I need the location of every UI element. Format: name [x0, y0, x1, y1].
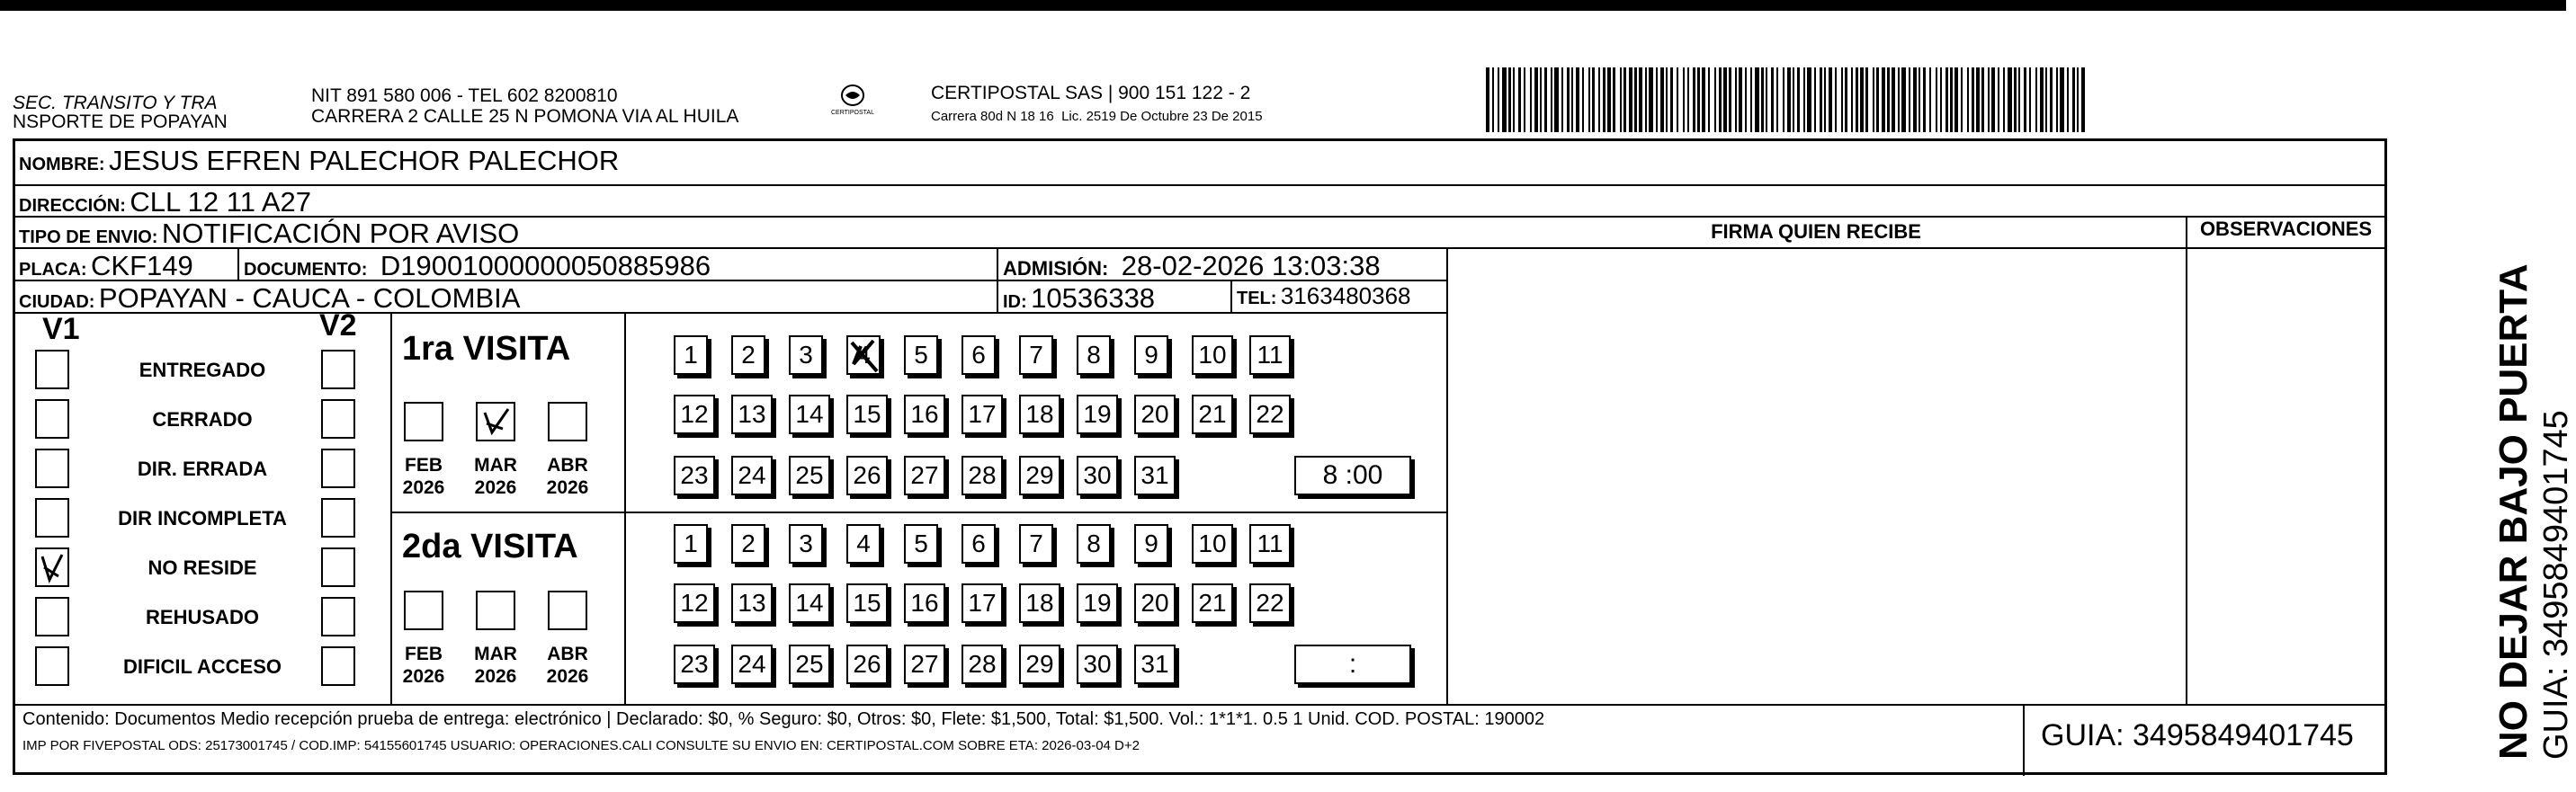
second-visit-day[interactable]: 14 [789, 583, 830, 623]
status-label: CERRADO [152, 408, 253, 431]
second-visit-day[interactable]: 16 [904, 583, 945, 623]
v1-checkbox[interactable] [35, 350, 69, 389]
certipostal-logo [826, 81, 880, 124]
first-visit-day[interactable]: 17 [962, 395, 1003, 434]
tel-label: TEL: [1237, 289, 1277, 308]
nit-line: NIT 891 580 006 - TEL 602 8200810 [311, 85, 618, 106]
second-visit-day[interactable]: 18 [1019, 583, 1060, 623]
observaciones-header: OBSERVACIONES [2199, 218, 2373, 240]
no-dejar-warning: NO DEJAR BAJO PUERTA [2491, 263, 2536, 760]
second-visit-day[interactable]: 28 [962, 645, 1003, 684]
first-visit-day[interactable]: 31 [1134, 456, 1176, 495]
logo-text: CERTIPOSTAL [831, 110, 874, 116]
month-checkbox[interactable] [476, 591, 515, 630]
second-visit-day[interactable]: 27 [904, 645, 945, 684]
second-visit-day[interactable]: 7 [1019, 524, 1053, 564]
status-label: DIR. ERRADA [137, 458, 268, 480]
second-visit-day[interactable]: 23 [674, 645, 715, 684]
first-visit-day[interactable]: 24 [731, 456, 773, 495]
v2-header: V2 [319, 308, 357, 343]
placa-label: PLACA: [19, 260, 87, 280]
second-visit-day[interactable]: 17 [962, 583, 1003, 623]
first-visit-day[interactable]: 12 [674, 395, 715, 434]
v2-checkbox[interactable] [321, 646, 355, 686]
month-label: FEB 2026 [402, 455, 445, 498]
first-visit-day[interactable]: 2 [731, 335, 765, 375]
direccion-label: DIRECCIÓN: [19, 196, 126, 216]
v1-header: V1 [42, 312, 80, 346]
address-line: CARRERA 2 CALLE 25 N POMONA VIA AL HUILA [311, 106, 739, 127]
tel-row [1237, 282, 1411, 310]
second-visit-day[interactable]: 15 [846, 583, 888, 623]
first-visit-day[interactable]: 1 [674, 335, 708, 375]
second-visit-time[interactable]: : [1294, 645, 1411, 684]
v1-checkbox[interactable] [35, 449, 69, 488]
contenido-text: Contenido: Documentos Medio recepción prueba de entrega: electrónico | Declarado: $0, % Seguro: $0, Otros: $0, Flete: $1,500, Total: $1,500. Vol.: 1*1*1. 0.5 1 Unid. COD. POSTAL: 190002 [22, 709, 1545, 729]
v1-checkbox[interactable] [35, 547, 69, 587]
imp-text: IMP POR FIVEPOSTAL ODS: 25173001745 / COD.IMP: 54155601745 USUARIO: OPERACIONES.CALI CONSULTE SU ENVIO EN: CERTIPOSTAL.COM SOBRE ETA: 2026-03-04 D+2 [22, 738, 1140, 753]
firma-header: FIRMA QUIEN RECIBE [1711, 220, 1921, 243]
second-visit-day[interactable]: 30 [1077, 645, 1118, 684]
v2-checkbox[interactable] [321, 498, 355, 538]
id-value: 10536338 [1031, 282, 1156, 314]
top-edge-band [0, 0, 2566, 11]
status-label: REHUSADO [146, 606, 259, 628]
ciudad-row [19, 282, 520, 315]
status-label: DIFICIL ACCESO [122, 655, 282, 678]
first-visit-day[interactable]: 14 [789, 395, 830, 434]
month-checkbox[interactable] [548, 402, 587, 441]
first-visit-day[interactable]: 7 [1019, 335, 1053, 375]
side-guia: GUIA: 3495849401745 [2537, 410, 2575, 760]
first-visit-title: 1ra VISITA [402, 330, 571, 368]
first-visit-day[interactable]: 6 [962, 335, 996, 375]
tipo-label: TIPO DE ENVIO: [19, 227, 158, 247]
month-label: MAR 2026 [474, 455, 517, 498]
month-checkbox[interactable] [404, 591, 443, 630]
first-visit-day[interactable]: 10 [1192, 335, 1233, 375]
v1-checkbox[interactable] [35, 498, 69, 538]
second-visit-day[interactable]: 5 [904, 524, 938, 564]
first-visit-day[interactable]: 21 [1192, 395, 1233, 434]
second-visit-day[interactable]: 26 [846, 645, 888, 684]
second-visit-day[interactable]: 31 [1134, 645, 1176, 684]
second-visit-day[interactable]: 19 [1077, 583, 1118, 623]
first-visit-day[interactable]: 13 [731, 395, 773, 434]
barcode [1486, 67, 2089, 132]
direccion-row [19, 186, 311, 218]
documento-row [244, 250, 711, 282]
status-label: ENTREGADO [139, 359, 266, 381]
first-visit-day[interactable]: 8 [1077, 335, 1111, 375]
first-visit-day[interactable]: 23 [674, 456, 715, 495]
first-visit-day[interactable]: 28 [962, 456, 1003, 495]
second-visit-day[interactable]: 12 [674, 583, 715, 623]
first-visit-day[interactable]: 9 [1134, 335, 1168, 375]
v2-checkbox[interactable] [321, 399, 355, 439]
admision-row [1003, 250, 1381, 282]
month-checkbox[interactable] [476, 402, 515, 441]
nombre-label: NOMBRE: [19, 155, 105, 174]
direccion-value: CLL 12 11 A27 [130, 186, 312, 218]
first-visit-day[interactable]: 29 [1019, 456, 1060, 495]
month-checkbox[interactable] [548, 591, 587, 630]
second-visit-day[interactable]: 10 [1192, 524, 1233, 564]
month-label: MAR 2026 [474, 644, 517, 687]
first-visit-day[interactable]: 5 [904, 335, 938, 375]
first-visit-day[interactable]: 22 [1249, 395, 1291, 434]
second-visit-day[interactable]: 6 [962, 524, 996, 564]
side-label [2491, 263, 2576, 760]
second-visit-day[interactable]: 20 [1134, 583, 1176, 623]
v2-checkbox[interactable] [321, 350, 355, 389]
v1-checkbox[interactable] [35, 646, 69, 686]
id-label: ID: [1003, 292, 1027, 312]
second-visit-day[interactable]: 9 [1134, 524, 1168, 564]
tipo-row [19, 218, 519, 250]
first-visit-day[interactable]: 16 [904, 395, 945, 434]
second-visit-day[interactable]: 22 [1249, 583, 1291, 623]
first-visit-day[interactable]: 4 [846, 335, 881, 375]
ciudad-label: CIUDAD: [19, 292, 95, 312]
id-row [1003, 282, 1155, 315]
second-visit-day[interactable]: 13 [731, 583, 773, 623]
second-visit-day[interactable]: 24 [731, 645, 773, 684]
second-visit-day[interactable]: 2 [731, 524, 765, 564]
month-label: FEB 2026 [402, 644, 445, 687]
v2-checkbox[interactable] [321, 547, 355, 587]
placa-value: CKF149 [91, 250, 193, 281]
first-visit-day[interactable]: 19 [1077, 395, 1118, 434]
documento-value: D19001000000050885986 [380, 250, 711, 281]
first-visit-day[interactable]: 3 [789, 335, 823, 375]
nombre-row [19, 145, 619, 177]
agency-name-line1: SEC. TRANSITO Y TRA [13, 93, 218, 113]
nombre-value: JESUS EFREN PALECHOR PALECHOR [109, 145, 620, 176]
delivery-form [13, 138, 2387, 775]
second-visit-day[interactable]: 4 [846, 524, 881, 564]
v1-checkbox[interactable] [35, 597, 69, 636]
documento-label: DOCUMENTO: [244, 260, 368, 280]
status-label: DIR INCOMPLETA [118, 507, 287, 529]
first-visit-day[interactable]: 25 [789, 456, 830, 495]
tipo-value: NOTIFICACIÓN POR AVISO [161, 218, 520, 249]
month-label: ABR 2026 [546, 644, 589, 687]
v1-checkbox[interactable] [35, 399, 69, 439]
second-visit-day[interactable]: 21 [1192, 583, 1233, 623]
first-visit-day[interactable]: 11 [1249, 335, 1291, 375]
admision-label: ADMISIÓN: [1003, 257, 1109, 280]
month-checkbox[interactable] [404, 402, 443, 441]
tel-value: 3163480368 [1280, 282, 1411, 309]
first-visit-day[interactable]: 20 [1134, 395, 1176, 434]
v2-checkbox[interactable] [321, 597, 355, 636]
agency-name-line2: NSPORTE DE POPAYAN [13, 111, 228, 132]
second-visit-day[interactable]: 1 [674, 524, 708, 564]
v2-checkbox[interactable] [321, 449, 355, 488]
guia-number: GUIA: 3495849401745 [2041, 718, 2354, 752]
second-visit-title: 2da VISITA [402, 528, 578, 565]
second-visit-day[interactable]: 11 [1249, 524, 1291, 564]
courier-line: CERTIPOSTAL SAS | 900 151 122 - 2 [931, 83, 1251, 103]
first-visit-day[interactable]: 26 [846, 456, 888, 495]
first-visit-day[interactable]: 18 [1019, 395, 1060, 434]
first-visit-day[interactable]: 27 [904, 456, 945, 495]
month-label: ABR 2026 [546, 455, 589, 498]
placa-row [19, 250, 193, 282]
second-visit-day[interactable]: 3 [789, 524, 823, 564]
first-visit-day[interactable]: 15 [846, 395, 888, 434]
second-visit-day[interactable]: 8 [1077, 524, 1111, 564]
ciudad-value: POPAYAN - CAUCA - COLOMBIA [98, 282, 521, 314]
second-visit-day[interactable]: 29 [1019, 645, 1060, 684]
second-visit-day[interactable]: 25 [789, 645, 830, 684]
first-visit-time[interactable]: 8 :00 [1294, 456, 1411, 495]
courier-license: Carrera 80d N 18 16 Lic. 2519 De Octubre 23 De 2015 [931, 109, 1263, 124]
first-visit-day[interactable]: 30 [1077, 456, 1118, 495]
status-label: NO RESIDE [148, 556, 257, 579]
admision-value: 28-02-2026 13:03:38 [1121, 250, 1381, 281]
